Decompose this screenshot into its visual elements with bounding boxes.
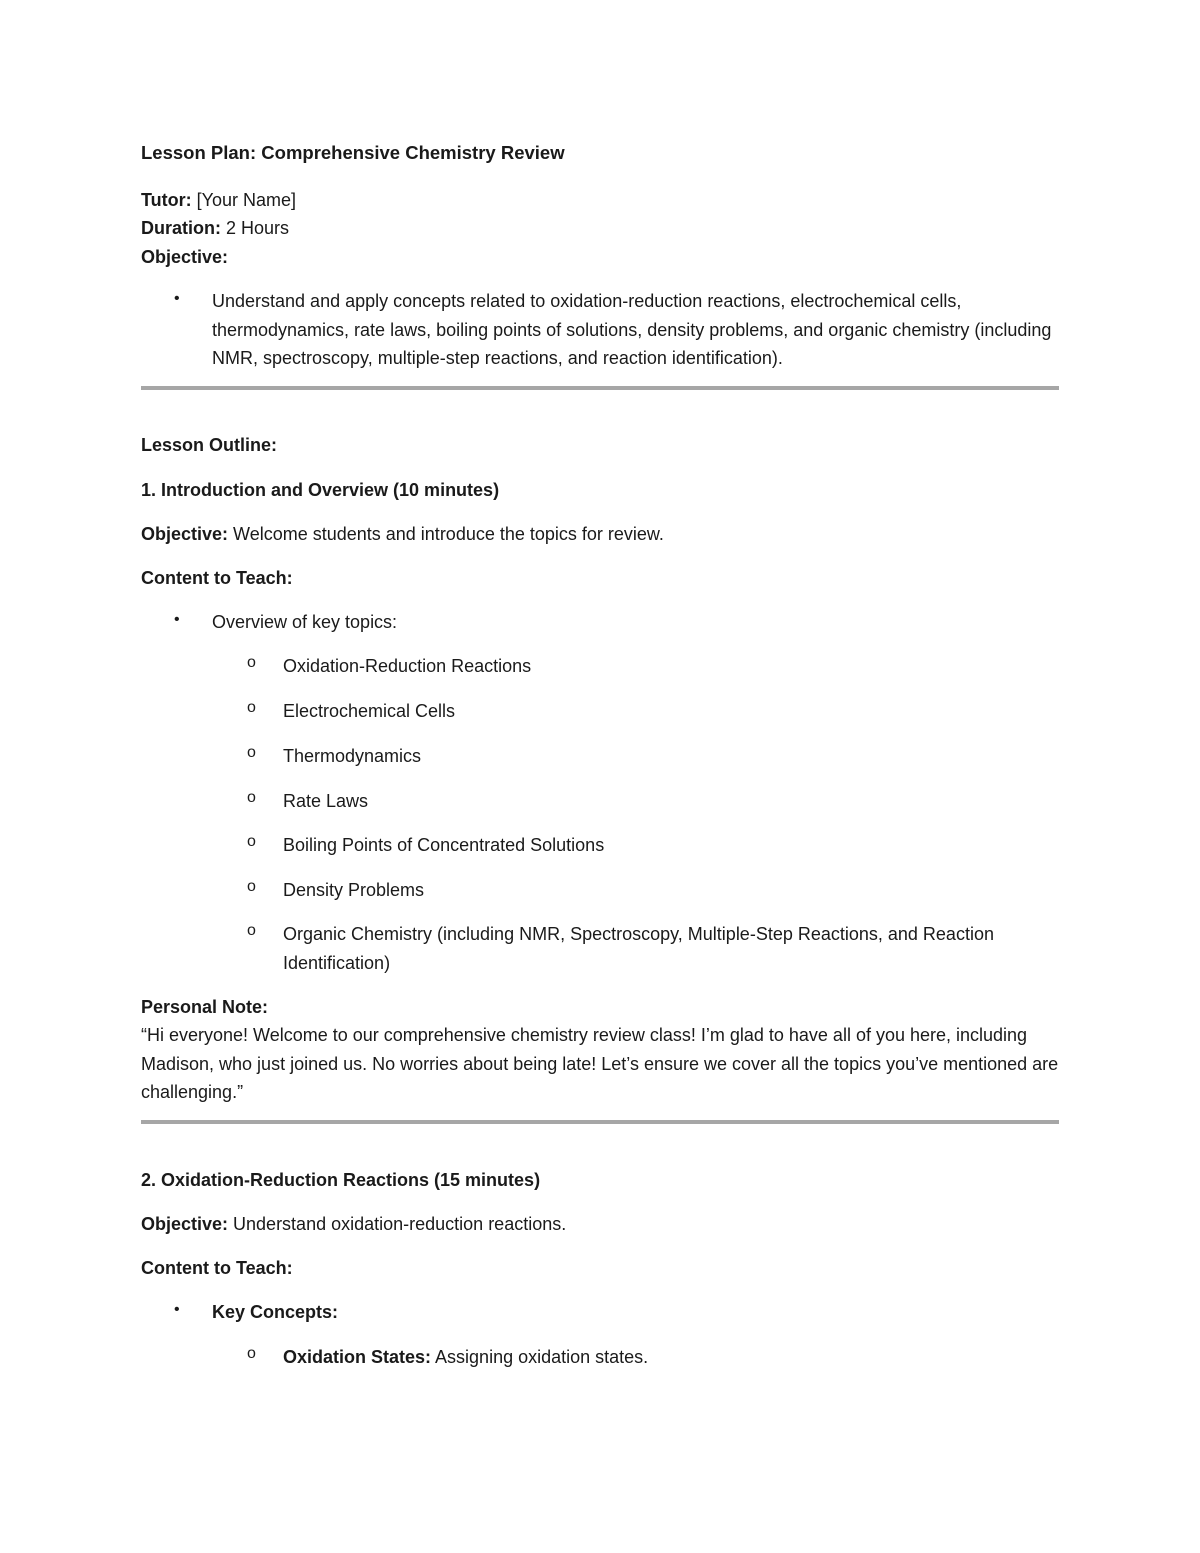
topic-text: Rate Laws (283, 791, 369, 811)
sub-bullet-marker: o (247, 922, 256, 939)
sub-bullet-marker: o (247, 833, 256, 850)
personal-note-text: “Hi everyone! Welcome to our comprehensive chemistry review class! I’m glad to have all of you here, including Madison, who just joined us. No worries about being late! Let’s ensure we cover all the topics you’ve mentioned are challenging.” (141, 1025, 1059, 1102)
section2-content-label: Content to Teach: (141, 1258, 293, 1278)
topic-text: Organic Chemistry (including NMR, Spectroscopy, Multiple-Step Reactions, and Reaction Identification) (283, 924, 994, 973)
topic-text: Oxidation-Reduction Reactions (283, 656, 532, 676)
section1-objective (141, 520, 664, 548)
section1-objective-label: Objective: (141, 524, 229, 544)
section2-objective-text: Understand oxidation-reduction reactions. (228, 1214, 567, 1234)
outline-heading: Lesson Outline: (141, 435, 278, 455)
section2-objective (141, 1210, 566, 1238)
topic-text: Boiling Points of Concentrated Solutions (283, 835, 605, 855)
oxidation-states-label: Oxidation States: (283, 1347, 432, 1367)
topic-text: Electrochemical Cells (283, 701, 456, 721)
section2-heading: 2. Oxidation-Reduction Reactions (15 minutes) (141, 1170, 541, 1190)
oxidation-states-item (283, 1343, 1063, 1372)
bullet-marker: • (174, 1301, 180, 1318)
section2-objective-label: Objective: (141, 1214, 229, 1234)
duration-line (141, 214, 289, 242)
tutor-line (141, 186, 296, 214)
horizontal-rule (141, 1120, 1059, 1124)
sub-bullet-marker: o (247, 699, 256, 716)
sub-bullet-marker: o (247, 744, 256, 761)
section1-objective-text: Welcome students and introduce the topics for review. (228, 524, 664, 544)
topic-text: Thermodynamics (283, 746, 422, 766)
section1-bullet-text: Overview of key topics: (212, 612, 398, 632)
sub-bullet-marker: o (247, 654, 256, 671)
sub-bullet-marker: o (247, 878, 256, 895)
tutor-label: Tutor: (141, 190, 192, 210)
duration-value: 2 Hours (221, 218, 290, 238)
section2-bullet-text: Key Concepts: (212, 1302, 339, 1322)
objective-label: Objective: (141, 247, 229, 267)
section1-heading: 1. Introduction and Overview (10 minutes) (141, 480, 500, 500)
tutor-value: [Your Name] (191, 190, 297, 210)
topic-text: Density Problems (283, 880, 425, 900)
document-title: Lesson Plan: Comprehensive Chemistry Review (141, 142, 565, 163)
duration-label: Duration: (141, 218, 221, 238)
bullet-marker: • (174, 290, 180, 307)
personal-note-label: Personal Note: (141, 997, 269, 1017)
section1-content-label: Content to Teach: (141, 568, 293, 588)
sub-bullet-marker: o (247, 1345, 256, 1362)
oxidation-states-text: Assigning oxidation states. (431, 1347, 649, 1367)
objective-bullet-text: Understand and apply concepts related to oxidation-reduction reactions, electrochemical cells, thermodynamics, rate laws, boiling points of solutions, density problems, and organic chemistry (including NMR, spectroscopy, multiple-step reactions, and reaction identification). (212, 291, 1052, 368)
sub-bullet-marker: o (247, 789, 256, 806)
bullet-marker: • (174, 611, 180, 628)
horizontal-rule (141, 386, 1059, 390)
